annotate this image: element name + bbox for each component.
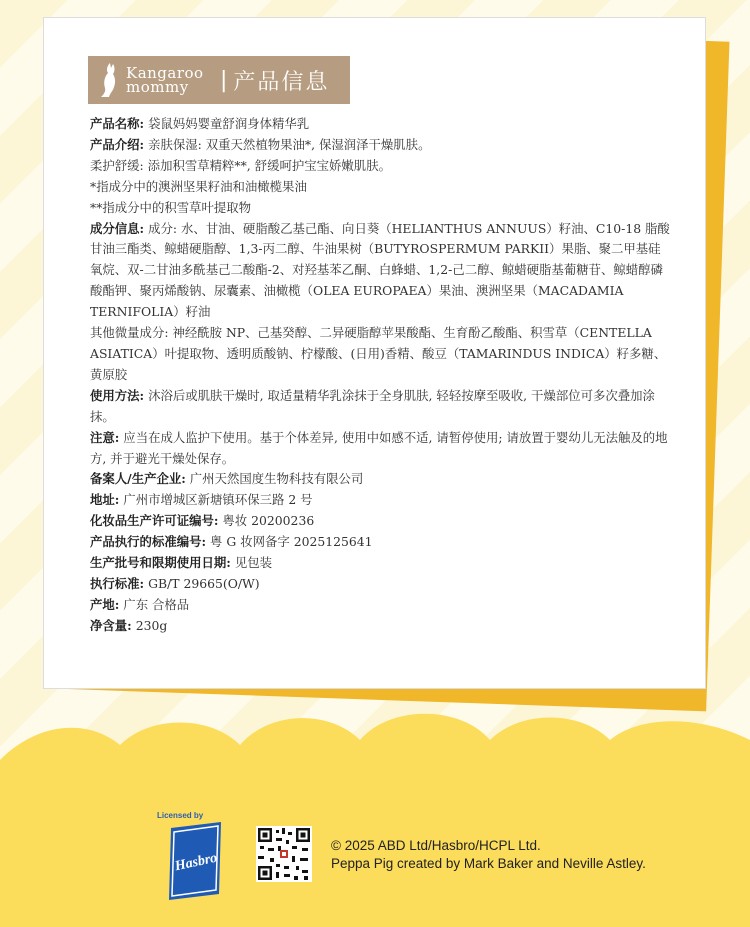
- copyright-line-2: Peppa Pig created by Mark Baker and Neville Astley.: [331, 856, 646, 871]
- info-line: [90, 428, 670, 470]
- info-text: 广东 合格品: [119, 596, 190, 612]
- footer: [0, 790, 750, 927]
- header-separator: |: [220, 67, 228, 93]
- info-text: **指成分中的积雪草叶提取物: [90, 199, 252, 215]
- info-line: [90, 156, 670, 177]
- info-text: 粤 G 妆网备字 2025125641: [206, 534, 373, 550]
- info-line: [90, 553, 670, 574]
- brand-logo: [126, 66, 216, 94]
- info-label: 生产批号和限期使用日期:: [90, 555, 231, 571]
- kangaroo-icon: [96, 60, 124, 100]
- info-text: 应当在成人监护下使用。基于个体差异, 使用中如感不适, 请暂停使用; 请放置于婴幼儿无法触及的地方, 并于避光干燥处保存。: [90, 429, 668, 466]
- info-line: [90, 114, 670, 135]
- info-text: 其他微量成分: 神经酰胺 NP、己基癸醇、二异硬脂醇苹果酸酯、生育酚乙酸酯、积雪草（CENTELLA ASIATICA）叶提取物、透明质酸钠、柠檬酸、(日用)香精、酸豆（TAMARINDUS INDICA）籽多糖、黄原胶: [90, 325, 667, 382]
- info-label: 产地:: [90, 596, 120, 612]
- info-text: 广州天然国度生物科技有限公司: [185, 471, 364, 487]
- info-line: [90, 469, 670, 490]
- info-line: [90, 198, 670, 219]
- page-title: 产品信息: [233, 69, 330, 95]
- info-label: 净含量:: [90, 617, 132, 633]
- info-label: 注意:: [90, 429, 120, 445]
- info-text: 粤妆 20200236: [218, 513, 315, 529]
- brand-line-1: Kangaroo: [126, 64, 204, 82]
- info-line: [90, 386, 670, 428]
- info-line: [90, 490, 670, 511]
- copyright-line-1: © 2025 ABD Ltd/Hasbro/HCPL Ltd.: [331, 838, 541, 853]
- info-text: 广州市增城区新塘镇环保三路 2 号: [119, 492, 313, 508]
- info-text: 亲肤保湿: 双重天然植物果油*, 保湿润泽干燥肌肤。: [144, 136, 431, 152]
- brand-line-2: mommy: [126, 78, 189, 96]
- info-text: 见包装: [230, 555, 272, 571]
- info-text: 230g: [131, 617, 168, 633]
- info-label: 使用方法:: [90, 387, 145, 403]
- info-line: [90, 616, 670, 637]
- info-label: 产品介绍:: [90, 136, 145, 152]
- info-label: 地址:: [90, 492, 120, 508]
- info-line: [90, 323, 670, 386]
- info-label: 产品执行的标准编号:: [90, 534, 207, 550]
- info-label: 产品名称:: [90, 116, 145, 131]
- info-text: 成分: 水、甘油、硬脂酸乙基己酯、向日葵（HELIANTHUS ANNUUS）籽油、C10-18 脂酸甘油三酯类、鲸蜡硬脂醇、1,3-丙二醇、牛油果树（BUTYROSPERMUM PARKII）果脂、聚二甲基硅氧烷、双-二甘油多酰基己二酸酯-2、对羟基苯乙酮、白蜂蜡、1,2-己二醇、鲸蜡硬脂基葡糖苷、鲸蜡醇磷酸酯钾、聚丙烯酸钠、尿囊素、油橄榄（OLEA EUROPAEA）果油、澳洲坚果（MACADAMIA TERNIFOLIA）籽油: [90, 220, 670, 320]
- info-text: 袋鼠妈妈婴童舒润身体精华乳: [144, 116, 310, 131]
- info-label: 执行标准:: [90, 575, 145, 591]
- hasbro-logo-icon: [165, 820, 227, 900]
- info-label: 成分信息:: [90, 220, 145, 236]
- info-text: *指成分中的澳洲坚果籽油和油橄榄果油: [90, 178, 307, 194]
- info-line: [90, 219, 670, 324]
- info-label: 化妆品生产许可证编号:: [90, 513, 219, 529]
- info-line: [90, 574, 670, 595]
- copyright-notice: [331, 837, 646, 873]
- product-info: [90, 114, 670, 637]
- header-banner: [88, 56, 350, 104]
- qr-code-icon: [256, 826, 312, 882]
- info-line: [90, 135, 670, 156]
- info-line: [90, 595, 670, 616]
- info-text: 柔护舒缓: 添加积雪草精粹**, 舒缓呵护宝宝娇嫩肌肤。: [90, 157, 391, 173]
- svg-text:Hasbro: Hasbro: [173, 850, 219, 875]
- info-text: GB/T 29665(O/W): [144, 575, 260, 591]
- licensed-by-text: Licensed by: [157, 811, 204, 820]
- info-text: 沐浴后或肌肤干燥时, 取适量精华乳涂抹于全身肌肤, 轻轻按摩至吸收, 干燥部位可多次叠加涂抹。: [90, 387, 655, 424]
- info-line: [90, 177, 670, 198]
- info-line: [90, 532, 670, 553]
- info-label: 备案人/生产企业:: [90, 471, 186, 487]
- info-line: [90, 511, 670, 532]
- info-card: [43, 17, 706, 689]
